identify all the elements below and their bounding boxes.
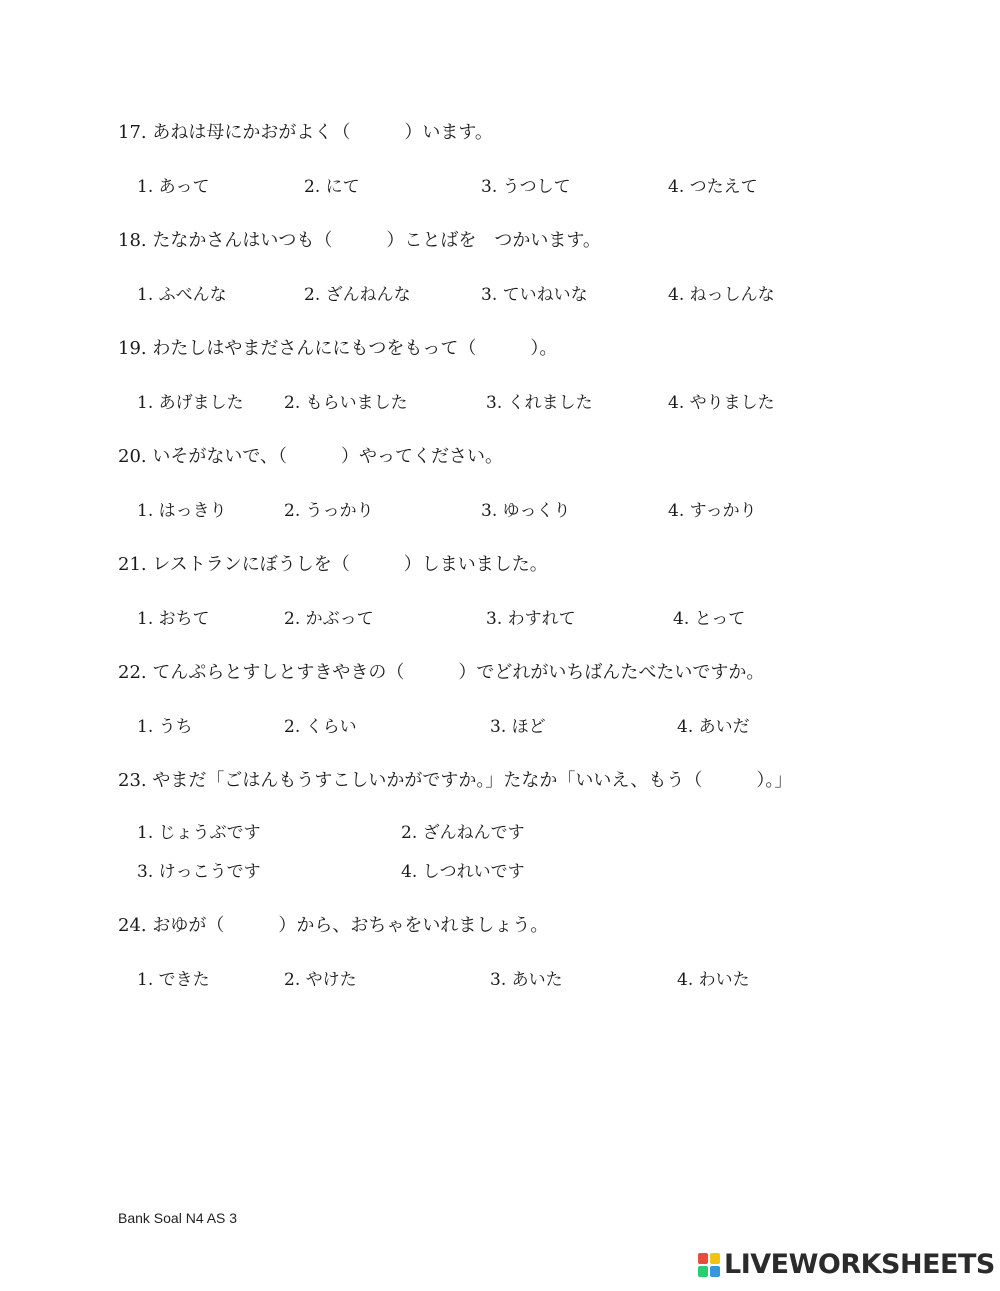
q17-option-3[interactable]: 3. うつして: [481, 177, 571, 197]
q17-option-2[interactable]: 2. にて: [304, 177, 360, 197]
q18-option-1[interactable]: 1. ふべんな: [137, 285, 227, 305]
q21-option-4[interactable]: 4. とって: [673, 609, 746, 629]
question-18: 18. たなかさんはいつも（ ）ことばを つかいます。: [118, 230, 601, 251]
question-17: 17. あねは母にかおがよく（ ）います。: [118, 122, 493, 143]
q20-option-4[interactable]: 4. すっかり: [668, 501, 757, 521]
q19-option-3[interactable]: 3. くれました: [486, 393, 593, 413]
brand-wordmark: LIVEWORKSHEETS: [724, 1249, 995, 1280]
q20-option-1[interactable]: 1. はっきり: [137, 501, 227, 521]
q24-option-2[interactable]: 2. やけた: [284, 970, 357, 990]
q18-option-4[interactable]: 4. ねっしんな: [668, 285, 775, 305]
question-22: 22. てんぷらとすしとすきやきの（ ）でどれがいちばんたべたいですか。: [118, 662, 765, 683]
logo-block-blue: [710, 1266, 720, 1277]
question-21: 21. レストランにぼうしを（ ）しまいました。: [118, 554, 548, 575]
q22-option-3[interactable]: 3. ほど: [490, 717, 546, 737]
q20-option-2[interactable]: 2. うっかり: [284, 501, 374, 521]
q21-option-1[interactable]: 1. おちて: [137, 609, 210, 629]
q21-option-2[interactable]: 2. かぶって: [284, 609, 374, 629]
q24-option-4[interactable]: 4. わいた: [677, 970, 750, 990]
q23-option-1[interactable]: 1. じょうぶです: [137, 823, 261, 843]
q19-option-4[interactable]: 4. やりました: [668, 393, 775, 413]
q19-option-2[interactable]: 2. もらいました: [284, 393, 408, 413]
question-19: 19. わたしはやまださんににもつをもって（ ）。: [118, 338, 558, 359]
q21-option-3[interactable]: 3. わすれて: [486, 609, 576, 629]
q17-option-1[interactable]: 1. あって: [137, 177, 210, 197]
question-23: 23. やまだ「ごはんもうすこしいかがですか。」たなか「いいえ、もう（ ）。」: [118, 770, 793, 791]
logo-block-red: [698, 1253, 708, 1264]
q24-option-3[interactable]: 3. あいた: [490, 970, 563, 990]
q18-option-3[interactable]: 3. ていねいな: [481, 285, 588, 305]
q17-option-4[interactable]: 4. つたえて: [668, 177, 758, 197]
q18-option-2[interactable]: 2. ざんねんな: [304, 285, 411, 305]
q22-option-1[interactable]: 1. うち: [137, 717, 193, 737]
footer-text: Bank Soal N4 AS 3: [118, 1210, 238, 1226]
q24-option-1[interactable]: 1. できた: [137, 970, 210, 990]
question-20: 20. いそがないで、（ ）やってください。: [118, 446, 503, 467]
q23-option-4[interactable]: 4. しつれいです: [401, 862, 525, 882]
q22-option-2[interactable]: 2. くらい: [284, 717, 357, 737]
question-24: 24. おゆが（ ）から、おちゃをいれましょう。: [118, 915, 549, 936]
liveworksheets-brand[interactable]: [697, 1250, 995, 1280]
q22-option-4[interactable]: 4. あいだ: [677, 717, 750, 737]
logo-block-yellow: [710, 1253, 720, 1264]
q20-option-3[interactable]: 3. ゆっくり: [481, 501, 571, 521]
q19-option-1[interactable]: 1. あげました: [137, 393, 244, 413]
logo-block-green: [698, 1266, 708, 1277]
q23-option-3[interactable]: 3. けっこうです: [137, 862, 261, 882]
liveworksheets-logo-icon: [697, 1252, 721, 1278]
q23-option-2[interactable]: 2. ざんねんです: [401, 823, 525, 843]
